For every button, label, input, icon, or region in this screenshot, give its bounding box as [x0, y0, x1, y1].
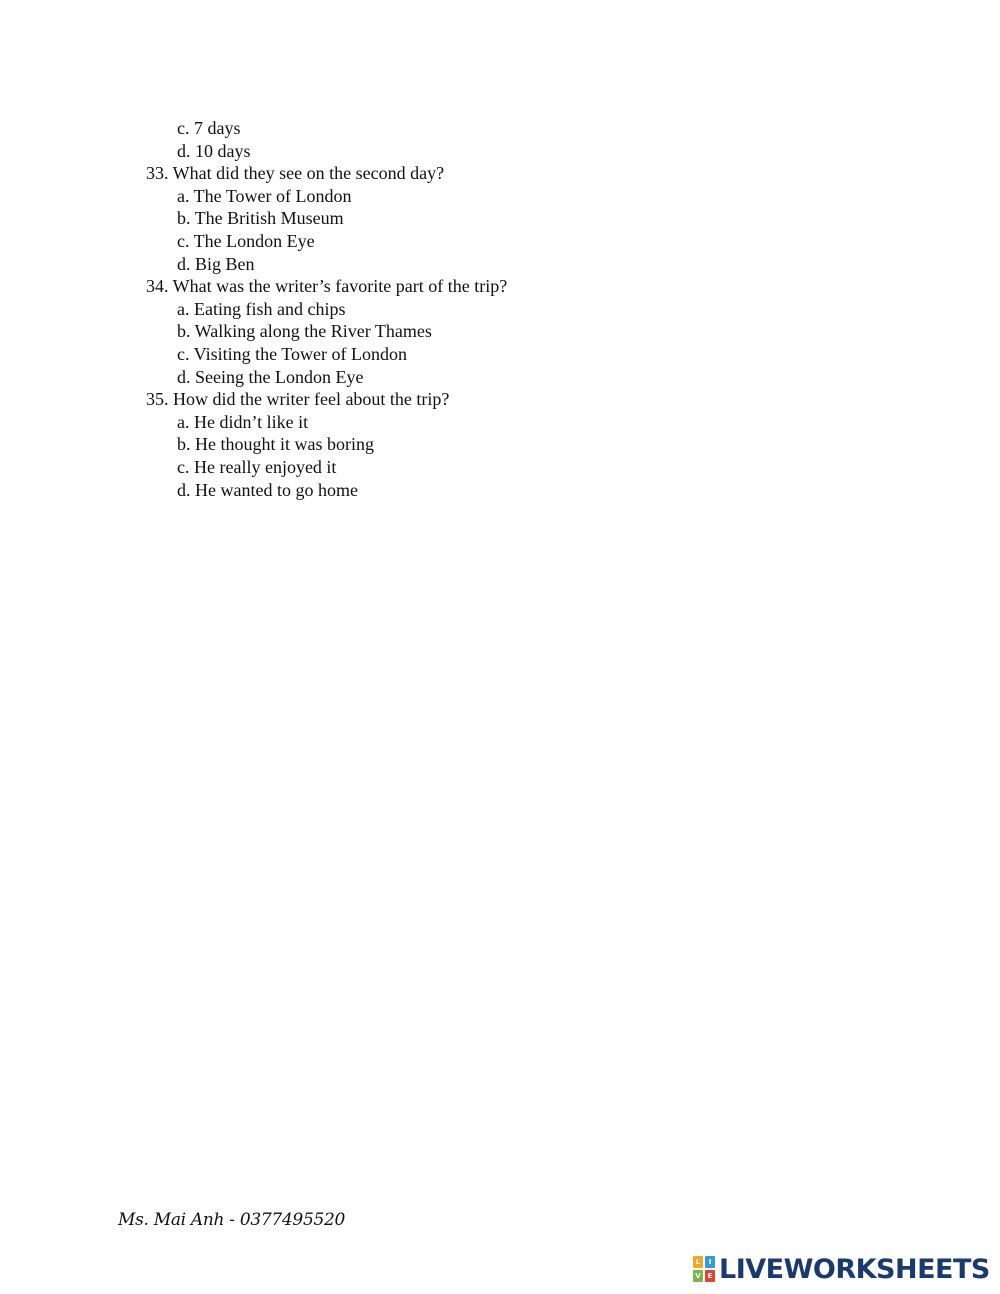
question-list	[146, 117, 507, 501]
answer-option: b. The British Museum	[177, 208, 344, 229]
logo-tile-v: V	[693, 1270, 703, 1282]
answer-option: a. Eating fish and chips	[177, 298, 346, 319]
answer-option: d. 10 days	[177, 140, 251, 161]
answer-option: d. He wanted to go home	[177, 479, 358, 500]
brand-logo-icon	[693, 1256, 715, 1282]
answer-option: b. Walking along the River Thames	[177, 321, 432, 342]
brand-name: LIVEWORKSHEETS	[719, 1253, 990, 1285]
question-34: 34. What was the writer’s favorite part of the trip?	[146, 276, 508, 297]
answer-option: a. He didn’t like it	[177, 411, 309, 432]
answer-option: d. Big Ben	[177, 253, 255, 274]
liveworksheets-logo[interactable]	[693, 1253, 990, 1285]
question-35: 35. How did the writer feel about the trip?	[146, 389, 450, 410]
answer-option: a. The Tower of London	[177, 185, 352, 206]
logo-tile-e: E	[705, 1270, 715, 1282]
answer-option: b. He thought it was boring	[177, 434, 374, 455]
answer-option: d. Seeing the London Eye	[177, 366, 364, 387]
answer-option: c. 7 days	[177, 118, 241, 138]
logo-tile-i: I	[705, 1256, 715, 1268]
answer-option: c. The London Eye	[177, 230, 315, 251]
question-33: 33. What did they see on the second day?	[146, 163, 445, 184]
logo-tile-l: L	[693, 1256, 703, 1268]
answer-option: c. He really enjoyed it	[177, 456, 337, 477]
answer-option: c. Visiting the Tower of London	[177, 343, 407, 364]
author-signature: Ms. Mai Anh - 0377495520	[118, 1210, 346, 1230]
